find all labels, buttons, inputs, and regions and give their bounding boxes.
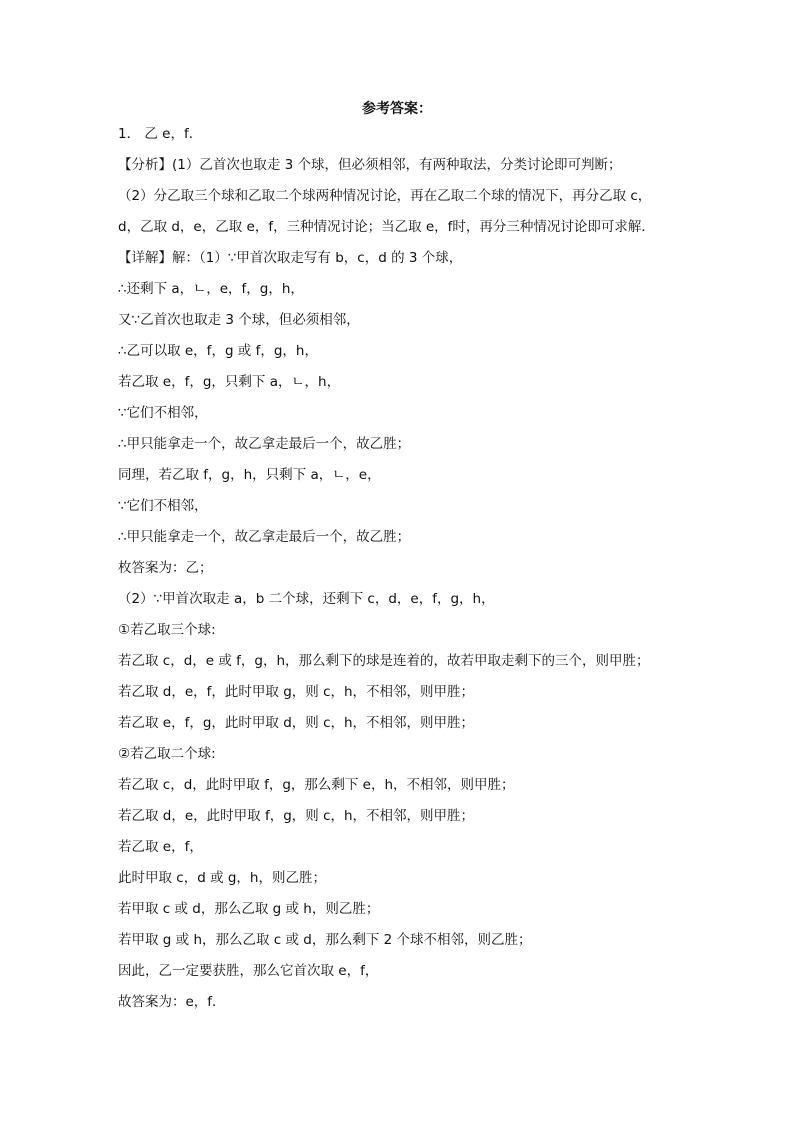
detail-line-11: 枚答案为：乙； xyxy=(118,560,213,576)
detail-line-4: ∴乙可以取 e，f，g 或 f，g，h， xyxy=(118,343,318,359)
part2-line-9: 若乙取 e，f， xyxy=(118,839,203,855)
part2-line-5: 若乙取 e，f，g，此时甲取 d，则 c，h，不相邻，则甲胜； xyxy=(118,715,475,731)
detail-line-3: 又∵乙首次也取走 3 个球，但必须相邻， xyxy=(118,312,360,328)
part2-line-7: 若乙取 c，d，此时甲取 f，g，那么剩下 e，h，不相邻，则甲胜； xyxy=(118,777,515,793)
detail-line-10: ∴甲只能拿走一个，故乙拿走最后一个，故乙胜； xyxy=(118,529,411,545)
part2-line-1: （2）∵甲首次取走 a，b 二个球，还剩下 c，d，e，f，g，h， xyxy=(118,591,495,607)
part2-line-2: ①若乙取三个球: xyxy=(118,622,216,638)
part2-line-12: 若甲取 g 或 h，那么乙取 c 或 d，那么剩下 2 个球不相邻，则乙胜； xyxy=(118,932,532,948)
analysis-line-2: （2）分乙取三个球和乙取二个球两种情况讨论，再在乙取二个球的情况下，再分乙取 c， xyxy=(118,188,652,204)
detail-line-9: ∵它们不相邻， xyxy=(118,498,208,514)
part2-line-4: 若乙取 d，e，f，此时甲取 g，则 c，h，不相邻，则甲胜； xyxy=(118,684,475,700)
part2-line-10: 此时甲取 c，d 或 g，h，则乙胜； xyxy=(118,870,326,886)
detail-line-2: ∴还剩下 a，ㄴ，e，f，g，h， xyxy=(118,281,304,297)
analysis-line-1: 【分析】(1）乙首次也取走 3 个球，但必须相邻，有两种取法，分类讨论即可判断； xyxy=(118,157,622,173)
final-answer-line: 故答案为：e，f． xyxy=(118,994,226,1010)
detail-line-1: 【详解】解：（1）∵甲首次取走写有 b，c，d 的 3 个球， xyxy=(118,250,463,266)
analysis-line-3: d，乙取 d，e，乙取 e，f，三种情况讨论；当乙取 e，f时，再分三种情况讨论即可求解． xyxy=(118,219,655,235)
part2-line-11: 若甲取 c 或 d，那么乙取 g 或 h，则乙胜； xyxy=(118,901,380,917)
page-title: 参考答案： xyxy=(362,101,432,117)
part2-line-3: 若乙取 c，d，e 或 f，g，h，那么剩下的球是连着的，故若甲取走剩下的三个，则甲胜； xyxy=(118,653,650,669)
detail-line-6: ∵它们不相邻， xyxy=(118,405,208,421)
detail-line-5: 若乙取 e，f，g，只剩下 a，ㄴ，h， xyxy=(118,374,341,390)
part2-line-6: ②若乙取二个球: xyxy=(118,746,216,762)
detail-line-7: ∴甲只能拿走一个，故乙拿走最后一个，故乙胜； xyxy=(118,436,411,452)
detail-line-8: 同理，若乙取 f，g，h，只剩下 a，ㄴ，e， xyxy=(118,467,381,483)
answer-line-1: 1． 乙 e，f． xyxy=(118,126,203,142)
part2-line-8: 若乙取 d，e，此时甲取 f，g，则 c，h，不相邻，则甲胜； xyxy=(118,808,475,824)
part2-line-13: 因此，乙一定要获胜，那么它首次取 e，f， xyxy=(118,963,379,979)
